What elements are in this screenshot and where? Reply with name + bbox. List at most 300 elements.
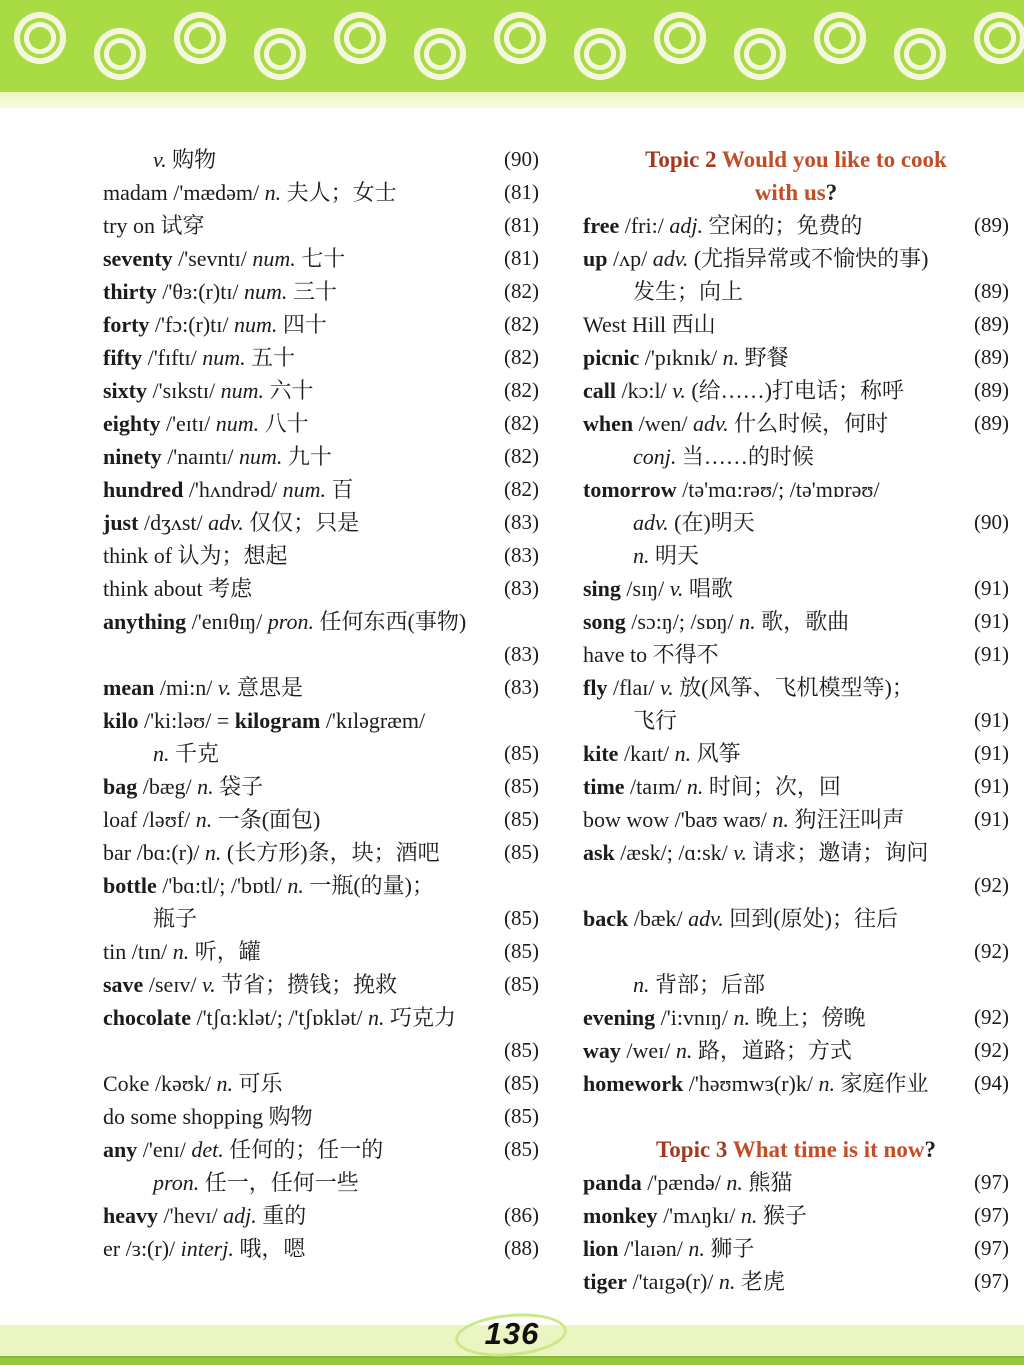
glossary-entry [583,869,1009,902]
entry-segment: /'hʌndrəd/ [183,477,283,502]
entry-segment: (在)明天 [668,510,755,535]
glossary-entry [103,935,539,968]
page-ref: (92) [974,873,1009,897]
entry-segment: 重的 [256,1203,307,1228]
entry-segment: /'bɑ:tl/; /'bɒtl/ [156,873,288,898]
glossary-entry [103,176,539,209]
entry-text [153,737,219,770]
page-ref: (85) [504,972,539,996]
entry-text [153,143,216,176]
entry-segment: /weɪ/ [620,1038,676,1063]
entry-segment: 巧克力 [384,1005,456,1030]
entry-segment: /'həʊmwɜ(r)k/ [683,1071,819,1096]
entry-headword: eighty [103,411,161,436]
glossary-entry [103,671,539,704]
entry-segment: 四十 [277,312,327,337]
entry-headword: panda [583,1170,642,1195]
page-ref: (91) [974,741,1009,765]
entry-segment: /'i:vnɪŋ/ [655,1005,734,1030]
page-ref: (85) [504,1038,539,1062]
glossary-entry [103,803,539,836]
topic-label: Topic 3 [656,1137,728,1162]
entry-text [583,770,841,803]
entry-headword: picnic [583,345,640,370]
part-of-speech: adv. [688,906,724,931]
part-of-speech: n. [287,873,304,898]
entry-segment: 一条(面包) [212,807,321,832]
part-of-speech: interj. [180,1236,234,1261]
part-of-speech: det. [191,1137,224,1162]
entry-segment: 时间；次，回 [703,774,841,799]
entry-headword: homework [583,1071,684,1096]
entry-segment: /'sɪkstɪ/ [147,378,221,403]
page-ref: (89) [974,378,1009,402]
entry-text [633,275,743,308]
entry-text [103,275,337,308]
glossary-entry [103,440,539,473]
entry-segment: 空闲的；免费的 [702,213,863,238]
entry-segment: 七十 [295,246,346,271]
entry-segment: (尤指异常或不愉快的事) [688,246,929,271]
entry-text [103,209,204,242]
entry-segment: 家庭作业 [834,1071,929,1096]
entry-headword: kilo [103,708,139,733]
entry-text [103,506,359,539]
entry-headword: ninety [103,444,162,469]
entry-segment: West Hill 西山 [583,312,716,337]
entry-segment: /'kɪləgræm/ [320,708,426,733]
entry-headword: up [583,246,608,271]
entry-segment: 千克 [169,741,220,766]
glossary-entry [103,407,539,440]
entry-segment: 可乐 [233,1071,283,1096]
glossary-entry [583,1067,1009,1100]
entry-headword: kite [583,741,619,766]
glossary-entry [103,1034,539,1067]
part-of-speech: conj. [633,444,677,469]
entry-segment: 九十 [282,444,332,469]
entry-text [583,638,719,671]
part-of-speech: num. [220,378,265,403]
part-of-speech: n. [686,774,704,799]
top-border-pale-strip [0,92,1024,108]
entry-segment: 袋子 [213,774,264,799]
page-ref: (90) [504,147,539,171]
entry-headword: bottle [103,873,157,898]
page-ref: (91) [974,774,1009,798]
entry-segment: 任一，任何一些 [199,1170,359,1195]
entry-segment: /'enɪ/ [137,1137,192,1162]
glossary-entry [583,1265,1009,1298]
entry-segment: ? [924,1137,936,1162]
part-of-speech: pron. [267,609,315,634]
page-ref: (83) [504,642,539,666]
glossary-entry [103,1232,539,1265]
glossary-entry [583,539,1009,572]
page-ref: (89) [974,213,1009,237]
entry-segment: /kɔ:l/ [616,378,673,403]
part-of-speech: n. [197,774,214,799]
page-ref: (89) [974,411,1009,435]
entry-headword: fly [583,675,608,700]
glossary-entry [103,572,539,605]
part-of-speech: n. [688,1236,705,1261]
entry-segment: have to 不得不 [583,642,719,667]
page-ref: (97) [974,1236,1009,1260]
glossary-entry [583,737,1009,770]
entry-text [103,935,261,968]
entry-segment: /sɪŋ/ [620,576,670,601]
entry-segment: /bæk/ [628,906,689,931]
page-ref: (85) [504,807,539,831]
entry-headword: any [103,1137,138,1162]
page-ref: (89) [974,345,1009,369]
part-of-speech: n. [153,741,170,766]
glossary-entry [103,737,539,770]
entry-text [103,605,466,638]
page-ref: (85) [504,1137,539,1161]
entry-headword: free [583,213,620,238]
entry-segment: /dʒʌst/ [138,510,209,535]
entry-segment: /'pændə/ [641,1170,727,1195]
part-of-speech: n. [367,1005,385,1030]
page-ref: (82) [504,444,539,468]
entry-segment: /sɔ:ŋ/; /sɒŋ/ [625,609,740,634]
part-of-speech: pron. [153,1170,200,1195]
entry-segment: 狗汪汪叫声 [788,807,905,832]
part-of-speech: n. [772,807,789,832]
page-ref: (90) [974,510,1009,534]
entry-segment: 猴子 [757,1203,807,1228]
entry-text [103,539,288,572]
part-of-speech: adv. [633,510,669,535]
entry-segment: 听，罐 [189,939,261,964]
entry-segment: /fri:/ [619,213,670,238]
entry-headword: lion [583,1236,619,1261]
part-of-speech: v. [202,972,216,997]
glossary-entry [583,1232,1009,1265]
page-ref: (85) [504,939,539,963]
entry-headword: sixty [103,378,147,403]
entry-segment: 五十 [245,345,296,370]
part-of-speech: n. [195,807,213,832]
entry-text [103,671,303,704]
entry-text [583,836,928,869]
entry-segment: 发生；向上 [633,279,744,304]
entry-segment: 六十 [264,378,314,403]
glossary-entry [583,572,1009,605]
part-of-speech: n. [633,543,650,568]
topic-heading [583,1133,1009,1166]
entry-text [103,1199,306,1232]
entry-text [153,902,197,935]
entry-headword: thirty [103,279,157,304]
part-of-speech: num. [244,279,288,304]
glossary-entry [583,638,1009,671]
entry-text [583,1034,852,1067]
entry-headword: sing [583,576,621,601]
entry-headword: tomorrow [583,477,677,502]
glossary-entry [583,275,1009,308]
entry-segment: bar /bɑ:(r)/ [103,840,205,865]
entry-segment: 什么时候，何时 [728,411,889,436]
part-of-speech: n. [216,1071,234,1096]
entry-text [583,1199,807,1232]
page-ref: (85) [504,906,539,930]
page-ref: (97) [974,1203,1009,1227]
glossary-entry [103,836,539,869]
entry-text [633,506,755,539]
page-ref: (92) [974,1038,1009,1062]
glossary-entry [583,1166,1009,1199]
page-ref: (86) [504,1203,539,1227]
entry-text [583,341,789,374]
entry-text [103,473,354,506]
entry-segment: 百 [325,477,354,502]
entry-text [103,1232,305,1265]
topic-title: with us [754,180,826,205]
entry-segment: /'eɪtɪ/ [160,411,216,436]
page-number-badge [447,1313,577,1357]
entry-text [583,1166,792,1199]
glossary-entry [103,275,539,308]
part-of-speech: v. [669,576,684,601]
entry-segment: /'θɜ:(r)tɪ/ [156,279,245,304]
bottom-border-green-strip [0,1356,1024,1365]
entry-text [103,572,252,605]
entry-segment: 节省；攒钱；挽救 [215,972,398,997]
page-ref: (97) [974,1170,1009,1194]
entry-text [103,341,295,374]
glossary-entry [103,209,539,242]
entry-segment: tin /tɪn/ [103,939,173,964]
glossary-entry [583,902,1009,935]
entry-text [633,440,814,473]
entry-text [583,407,888,440]
part-of-speech: v. [153,147,167,172]
entry-text [633,539,699,572]
entry-text [656,1133,936,1166]
entry-segment: ? [825,180,838,205]
entry-segment: (长方形)条，块；酒吧 [221,840,440,865]
entry-headword: tiger [583,1269,627,1294]
entry-segment: 野餐 [739,345,789,370]
page-ref: (83) [504,675,539,699]
right-column [583,143,1009,1298]
entry-text [103,242,345,275]
entry-segment: 老虎 [735,1269,785,1294]
part-of-speech: n. [633,972,650,997]
entry-segment: 仅仅；只是 [243,510,360,535]
part-of-speech: n. [726,1170,743,1195]
entry-segment: 风筝 [691,741,741,766]
entry-headword: time [583,774,625,799]
page-ref: (82) [504,279,539,303]
part-of-speech: v. [733,840,747,865]
entry-segment: loaf /ləʊf/ [103,807,196,832]
entry-segment: /seɪv/ [143,972,202,997]
entry-segment: 瓶子 [153,906,198,931]
page-ref: (91) [974,609,1009,633]
entry-headword: fifty [103,345,143,370]
entry-segment: 八十 [259,411,309,436]
entry-text [583,1067,928,1100]
topic-heading [583,143,1009,176]
glossary-entry [103,242,539,275]
entry-segment: /'taɪgə(r)/ [626,1269,719,1294]
entry-text [583,605,849,638]
entry-text [583,374,904,407]
entry-text [103,968,397,1001]
page-ref: (81) [504,213,539,237]
entry-segment: do some shopping 购物 [103,1104,313,1129]
glossary-entry [103,869,539,902]
entry-segment: 唱歌 [683,576,733,601]
entry-segment: (给……)打电话；称呼 [685,378,905,403]
entry-text [103,176,397,209]
entry-segment: 哦，嗯 [233,1236,306,1261]
page-ref: (92) [974,1005,1009,1029]
entry-text [583,308,716,341]
entry-segment: /taɪm/ [624,774,687,799]
page-ref: (83) [504,543,539,567]
spacer-row [583,1100,1009,1133]
topic-title: Would you like to cook [721,147,947,172]
part-of-speech: n. [818,1071,835,1096]
entry-headword: back [583,906,629,931]
page-ref: (81) [504,180,539,204]
glossary-entry [583,605,1009,638]
entry-segment: 任何东西(事物) [314,609,467,634]
part-of-speech: n. [718,1269,736,1294]
entry-segment: /æsk/; /ɑ:sk/ [614,840,734,865]
part-of-speech: n. [740,1203,758,1228]
page-ref: (82) [504,411,539,435]
entry-text [103,869,434,902]
entry-text [633,968,765,1001]
glossary-entry [583,671,1009,704]
glossary-entry [103,308,539,341]
entry-text [153,1166,359,1199]
glossary-entry [103,704,539,737]
glossary-entry [103,902,539,935]
entry-text [103,770,263,803]
glossary-entry [583,968,1009,1001]
entry-segment: /'tʃɑ:klət/; /'tʃɒklət/ [190,1005,368,1030]
page-ref: (91) [974,807,1009,831]
glossary-entry [103,1067,539,1100]
entry-segment: bow wow /'baʊ waʊ/ [583,807,773,832]
entry-segment: 狮子 [704,1236,755,1261]
entry-segment: /'enɪθɪŋ/ [186,609,268,634]
page-ref: (91) [974,642,1009,666]
part-of-speech: n. [204,840,222,865]
entry-text [103,1133,383,1166]
entry-segment: /ʌp/ [607,246,653,271]
glossary-entry [103,605,539,638]
page-ref: (82) [504,378,539,402]
glossary-entry [103,638,539,671]
entry-segment: 熊猫 [742,1170,793,1195]
entry-text [583,473,880,506]
entry-segment: /wen/ [633,411,694,436]
entry-headword: kilogram [234,708,321,733]
glossary-entry [583,341,1009,374]
glossary-entry [103,341,539,374]
entry-segment: er /ɜ:(r)/ [103,1236,181,1261]
page-ref: (85) [504,774,539,798]
entry-segment: 晚上；傍晚 [750,1005,866,1030]
glossary-entry [103,539,539,572]
entry-text [103,407,309,440]
part-of-speech: n. [172,939,190,964]
entry-headword: hundred [103,477,184,502]
entry-segment: /kaɪt/ [618,741,675,766]
entry-segment: 回到(原处)；往后 [723,906,898,931]
entry-text [103,704,425,737]
entry-text [103,836,440,869]
entry-segment: /'fɪftɪ/ [142,345,203,370]
entry-segment: 意思是 [231,675,304,700]
entry-headword: just [103,510,139,535]
page-ref: (82) [504,312,539,336]
glossary-entry [583,935,1009,968]
entry-segment: 路，道路；方式 [692,1038,852,1063]
page-ref: (83) [504,510,539,534]
part-of-speech: num. [252,246,296,271]
glossary-entry [583,308,1009,341]
page-ref: (89) [974,279,1009,303]
part-of-speech: v. [672,378,686,403]
glossary-entry [583,704,1009,737]
entry-text [103,440,332,473]
entry-text [583,671,914,704]
entry-segment: 背部；后部 [649,972,766,997]
topic-heading [583,176,1009,209]
glossary-entry [103,506,539,539]
entry-text [583,1265,785,1298]
glossary-entry [583,407,1009,440]
entry-headword: song [583,609,626,634]
part-of-speech: adv. [693,411,729,436]
glossary-entry [103,770,539,803]
entry-headword: save [103,972,144,997]
page-ref: (82) [504,345,539,369]
part-of-speech: num. [215,411,260,436]
topic-title: What time is it now [732,1137,925,1162]
entry-segment: 三十 [287,279,337,304]
entry-text [633,704,677,737]
glossary-entry [103,1100,539,1133]
entry-segment: /tə'mɑ:rəʊ/; /tə'mɒrəʊ/ [676,477,880,502]
glossary-entry [583,440,1009,473]
part-of-speech: n. [733,1005,751,1030]
part-of-speech: adj. [669,213,703,238]
entry-segment: think of 认为；想起 [103,543,288,568]
glossary-entry [583,770,1009,803]
entry-text [645,143,947,176]
entry-text [583,242,929,275]
entry-segment: /'hevɪ/ [158,1203,224,1228]
entry-segment: think about 考虑 [103,576,253,601]
entry-text [103,1067,283,1100]
page-ref: (88) [504,1236,539,1260]
entry-segment: /'laɪən/ [618,1236,689,1261]
glossary-entry [583,1199,1009,1232]
part-of-speech: n. [674,741,692,766]
part-of-speech: n. [739,609,756,634]
entry-segment: /'fɔ:(r)tɪ/ [149,312,235,337]
